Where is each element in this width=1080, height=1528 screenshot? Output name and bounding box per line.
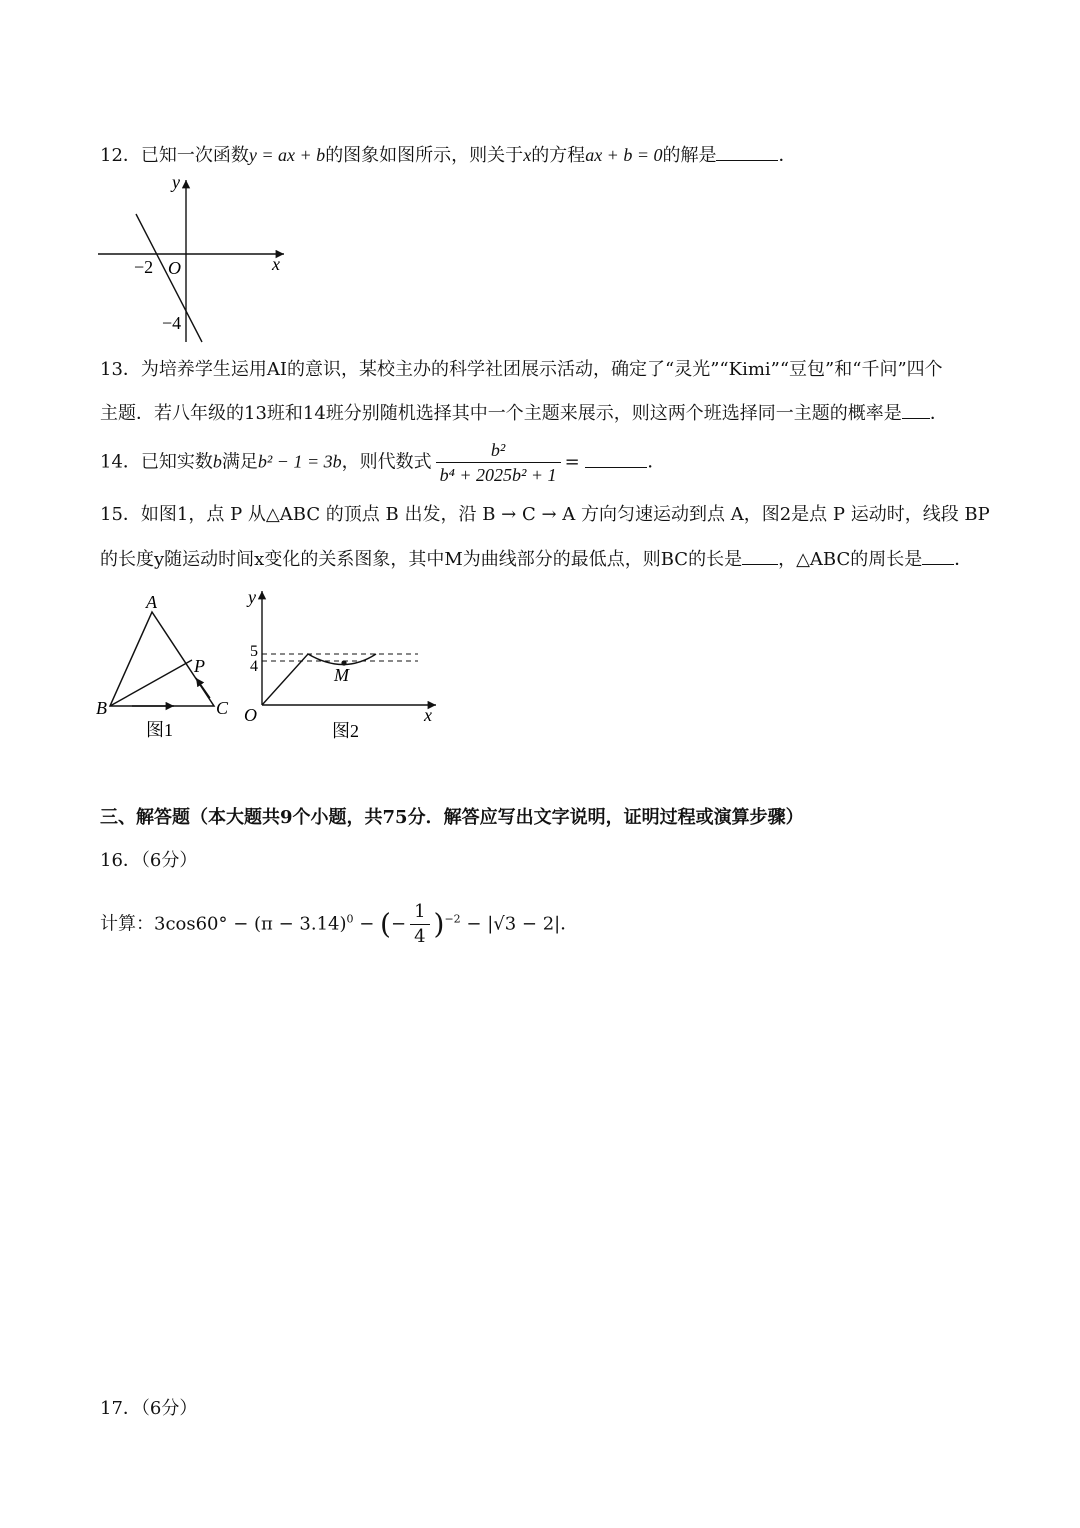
q14-text: 14．已知实数b满足b² − 1 = 3b，则代数式 $\frac{\text{b²}}{\text{b⁴ + 2025b² + 1}}$ = ． [100, 440, 666, 485]
segment-bp [110, 660, 192, 706]
answer-blank[interactable] [742, 546, 778, 565]
answer-blank[interactable] [716, 142, 778, 161]
label-a: A [146, 592, 157, 612]
q12-y-intercept-label: −4 [162, 313, 182, 333]
q12-x-intercept-label: −2 [134, 257, 154, 277]
label-p: P [194, 656, 205, 676]
figure1-caption: 图1 [146, 720, 173, 740]
q12-y-label: y [172, 172, 180, 192]
q13-line1: 13．为培养学生运用AI的意识，某校主办的科学社团展示活动，确定了“灵光”“Kimi”“豆包”和“千问”四个 [100, 359, 943, 380]
q13-line2: 主题．若八年级的13班和14班分别随机选择其中一个主题来展示，则这两个班选择同一主题的概率是 ． [100, 400, 948, 426]
fig2-x-label: x [424, 705, 432, 725]
q12-x-label: x [272, 254, 280, 274]
q17-heading: 17．（6分） [100, 1398, 198, 1419]
answer-blank[interactable] [585, 449, 647, 468]
q12-text: 12．已知一次函数y = ax + b的图象如图所示，则关于x的方程ax + b = 0的解是 ． [100, 142, 796, 168]
q14-fraction: $\frac{\text{b²}}{\text{b⁴ + 2025b² + 1}}$ [436, 440, 561, 485]
q16-expression: 计算：$3\cos 60^\circ - (\pi - 3.14)^0$ − (− $\frac{1}{4}$ )$^{-2}$ − |√3 − 2|． [100, 901, 579, 947]
q16-heading: 16．（6分） [100, 850, 198, 871]
q12-origin-label: O [168, 258, 181, 278]
label-b: B [96, 698, 107, 718]
fig2-origin-label: O [244, 705, 257, 725]
fig2-label-m: M [334, 665, 349, 685]
fig2-y-label: y [248, 587, 256, 607]
label-c: C [216, 698, 229, 718]
q15-figure2 [240, 585, 445, 750]
q15-figure1 [92, 590, 242, 750]
answer-blank[interactable] [902, 400, 930, 419]
q15-line2: 的长度y随运动时间x变化的关系图象，其中M为曲线部分的最低点，则BC的长是 ，△ABC的周长是 ． [100, 546, 972, 572]
bp-length-curve [262, 654, 376, 705]
answer-blank[interactable] [922, 546, 954, 565]
q16-fraction: $\frac{1}{4}$ [410, 902, 429, 947]
figure2-caption: 图2 [332, 721, 359, 741]
q15-line1: 15．如图1，点 P 从△ABC 的顶点 B 出发，沿 B → C → A 方向匀速运动到点 A，图2是点 P 运动时，线段 BP [100, 504, 990, 525]
arrow-ca [196, 678, 210, 698]
fig2-value-5: 5 [250, 643, 258, 660]
section3-heading: 三、解答题（本大题共9个小题，共75分．解答应写出文字说明，证明过程或演算步骤） [100, 807, 804, 828]
fig2-value-4: 4 [250, 658, 258, 675]
q12-graph [96, 172, 296, 347]
